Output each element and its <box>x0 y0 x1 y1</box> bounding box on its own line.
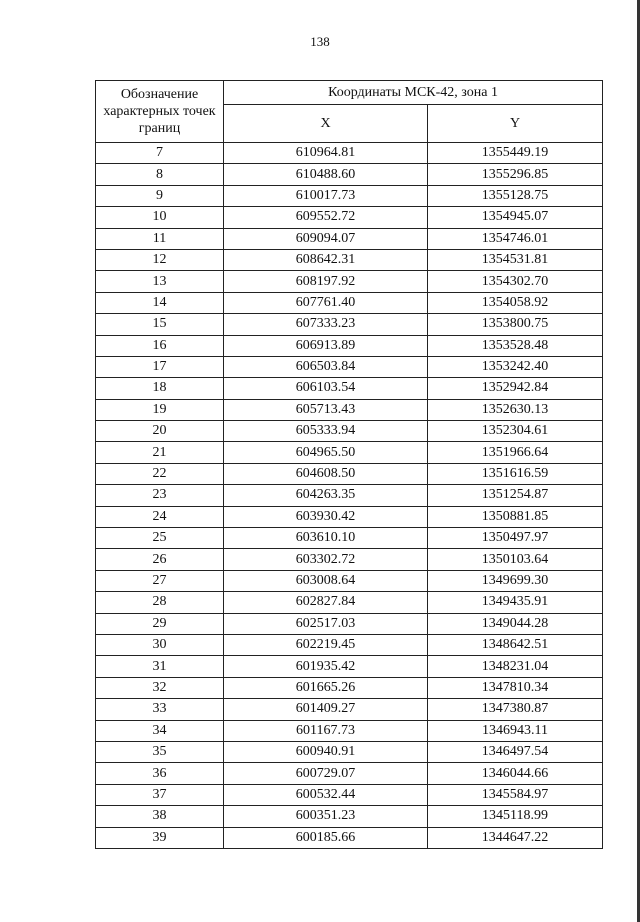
header-point-label: Обозначение характерных точек границ <box>96 81 224 143</box>
point-number-cell: 30 <box>96 634 224 655</box>
y-coordinate-cell: 1353800.75 <box>428 314 603 335</box>
x-coordinate-cell: 604263.35 <box>224 485 428 506</box>
x-coordinate-cell: 602219.45 <box>224 634 428 655</box>
x-coordinate-cell: 601167.73 <box>224 720 428 741</box>
point-number-cell: 34 <box>96 720 224 741</box>
y-coordinate-cell: 1351254.87 <box>428 485 603 506</box>
x-coordinate-cell: 610964.81 <box>224 143 428 164</box>
y-coordinate-cell: 1352942.84 <box>428 378 603 399</box>
point-number-cell: 21 <box>96 442 224 463</box>
point-number-cell: 16 <box>96 335 224 356</box>
y-coordinate-cell: 1354531.81 <box>428 249 603 270</box>
table-row <box>96 292 603 313</box>
table-row <box>96 806 603 827</box>
point-number-cell: 26 <box>96 549 224 570</box>
x-coordinate-cell: 608197.92 <box>224 271 428 292</box>
point-number-cell: 10 <box>96 207 224 228</box>
x-coordinate-cell: 604608.50 <box>224 463 428 484</box>
x-coordinate-cell: 605333.94 <box>224 421 428 442</box>
y-coordinate-cell: 1353528.48 <box>428 335 603 356</box>
x-coordinate-cell: 601935.42 <box>224 656 428 677</box>
table-row <box>96 613 603 634</box>
table-row <box>96 528 603 549</box>
header-coordinates-system: Координаты МСК-42, зона 1 <box>224 81 603 105</box>
table-row <box>96 421 603 442</box>
point-number-cell: 33 <box>96 699 224 720</box>
table-row <box>96 720 603 741</box>
table-row <box>96 784 603 805</box>
x-coordinate-cell: 601409.27 <box>224 699 428 720</box>
point-number-cell: 9 <box>96 185 224 206</box>
page-number: 138 <box>310 34 330 49</box>
y-coordinate-cell: 1354746.01 <box>428 228 603 249</box>
y-coordinate-cell: 1349699.30 <box>428 570 603 591</box>
y-coordinate-cell: 1355296.85 <box>428 164 603 185</box>
x-coordinate-cell: 602517.03 <box>224 613 428 634</box>
y-coordinate-cell: 1355128.75 <box>428 185 603 206</box>
x-coordinate-cell: 603302.72 <box>224 549 428 570</box>
y-coordinate-cell: 1348231.04 <box>428 656 603 677</box>
x-coordinate-cell: 606103.54 <box>224 378 428 399</box>
table-row <box>96 228 603 249</box>
point-number-cell: 12 <box>96 249 224 270</box>
x-coordinate-cell: 610017.73 <box>224 185 428 206</box>
table-row <box>96 314 603 335</box>
x-coordinate-cell: 600351.23 <box>224 806 428 827</box>
x-coordinate-cell: 603610.10 <box>224 528 428 549</box>
table-row <box>96 634 603 655</box>
y-coordinate-cell: 1345118.99 <box>428 806 603 827</box>
x-coordinate-cell: 610488.60 <box>224 164 428 185</box>
point-number-cell: 17 <box>96 356 224 377</box>
point-number-cell: 23 <box>96 485 224 506</box>
x-coordinate-cell: 600532.44 <box>224 784 428 805</box>
x-coordinate-cell: 602827.84 <box>224 592 428 613</box>
y-coordinate-cell: 1350881.85 <box>428 506 603 527</box>
point-number-cell: 14 <box>96 292 224 313</box>
point-number-cell: 35 <box>96 741 224 762</box>
y-coordinate-cell: 1345584.97 <box>428 784 603 805</box>
table-row <box>96 549 603 570</box>
table-row <box>96 656 603 677</box>
x-coordinate-cell: 607761.40 <box>224 292 428 313</box>
y-coordinate-cell: 1346044.66 <box>428 763 603 784</box>
table-row <box>96 592 603 613</box>
x-coordinate-cell: 600729.07 <box>224 763 428 784</box>
x-coordinate-cell: 605713.43 <box>224 399 428 420</box>
y-coordinate-cell: 1344647.22 <box>428 827 603 848</box>
x-coordinate-cell: 600185.66 <box>224 827 428 848</box>
table-row <box>96 399 603 420</box>
table-row <box>96 164 603 185</box>
x-coordinate-cell: 604965.50 <box>224 442 428 463</box>
y-coordinate-cell: 1352630.13 <box>428 399 603 420</box>
y-coordinate-cell: 1352304.61 <box>428 421 603 442</box>
point-number-cell: 11 <box>96 228 224 249</box>
table-row <box>96 378 603 399</box>
point-number-cell: 38 <box>96 806 224 827</box>
point-number-cell: 13 <box>96 271 224 292</box>
point-number-cell: 39 <box>96 827 224 848</box>
table-row <box>96 506 603 527</box>
table-row <box>96 207 603 228</box>
point-number-cell: 37 <box>96 784 224 805</box>
y-coordinate-cell: 1353242.40 <box>428 356 603 377</box>
x-coordinate-cell: 609552.72 <box>224 207 428 228</box>
point-number-cell: 7 <box>96 143 224 164</box>
table-row <box>96 677 603 698</box>
x-coordinate-cell: 607333.23 <box>224 314 428 335</box>
y-coordinate-cell: 1348642.51 <box>428 634 603 655</box>
y-coordinate-cell: 1350497.97 <box>428 528 603 549</box>
y-coordinate-cell: 1346497.54 <box>428 741 603 762</box>
table-row <box>96 143 603 164</box>
point-number-cell: 28 <box>96 592 224 613</box>
point-number-cell: 27 <box>96 570 224 591</box>
table-row <box>96 463 603 484</box>
point-number-cell: 15 <box>96 314 224 335</box>
y-coordinate-cell: 1349044.28 <box>428 613 603 634</box>
y-coordinate-cell: 1350103.64 <box>428 549 603 570</box>
y-coordinate-cell: 1347380.87 <box>428 699 603 720</box>
y-coordinate-cell: 1346943.11 <box>428 720 603 741</box>
header-x: X <box>224 105 428 143</box>
point-number-cell: 31 <box>96 656 224 677</box>
table-row <box>96 827 603 848</box>
x-coordinate-cell: 600940.91 <box>224 741 428 762</box>
point-number-cell: 29 <box>96 613 224 634</box>
point-number-cell: 22 <box>96 463 224 484</box>
y-coordinate-cell: 1347810.34 <box>428 677 603 698</box>
point-number-cell: 36 <box>96 763 224 784</box>
point-number-cell: 20 <box>96 421 224 442</box>
table-row <box>96 442 603 463</box>
y-coordinate-cell: 1351616.59 <box>428 463 603 484</box>
point-number-cell: 19 <box>96 399 224 420</box>
table-row <box>96 570 603 591</box>
x-coordinate-cell: 603930.42 <box>224 506 428 527</box>
x-coordinate-cell: 609094.07 <box>224 228 428 249</box>
y-coordinate-cell: 1354945.07 <box>428 207 603 228</box>
table-row <box>96 356 603 377</box>
x-coordinate-cell: 603008.64 <box>224 570 428 591</box>
point-number-cell: 24 <box>96 506 224 527</box>
table-row <box>96 763 603 784</box>
point-number-cell: 25 <box>96 528 224 549</box>
point-number-cell: 8 <box>96 164 224 185</box>
table-body <box>96 143 603 849</box>
x-coordinate-cell: 601665.26 <box>224 677 428 698</box>
y-coordinate-cell: 1355449.19 <box>428 143 603 164</box>
y-coordinate-cell: 1354302.70 <box>428 271 603 292</box>
header-y: Y <box>428 105 603 143</box>
table-row <box>96 271 603 292</box>
table-row <box>96 185 603 206</box>
x-coordinate-cell: 608642.31 <box>224 249 428 270</box>
coordinates-table <box>95 80 603 849</box>
y-coordinate-cell: 1349435.91 <box>428 592 603 613</box>
table-row <box>96 249 603 270</box>
table-row <box>96 699 603 720</box>
y-coordinate-cell: 1354058.92 <box>428 292 603 313</box>
point-number-cell: 32 <box>96 677 224 698</box>
table-row <box>96 485 603 506</box>
point-number-cell: 18 <box>96 378 224 399</box>
table-row <box>96 741 603 762</box>
x-coordinate-cell: 606503.84 <box>224 356 428 377</box>
y-coordinate-cell: 1351966.64 <box>428 442 603 463</box>
table-row <box>96 335 603 356</box>
x-coordinate-cell: 606913.89 <box>224 335 428 356</box>
